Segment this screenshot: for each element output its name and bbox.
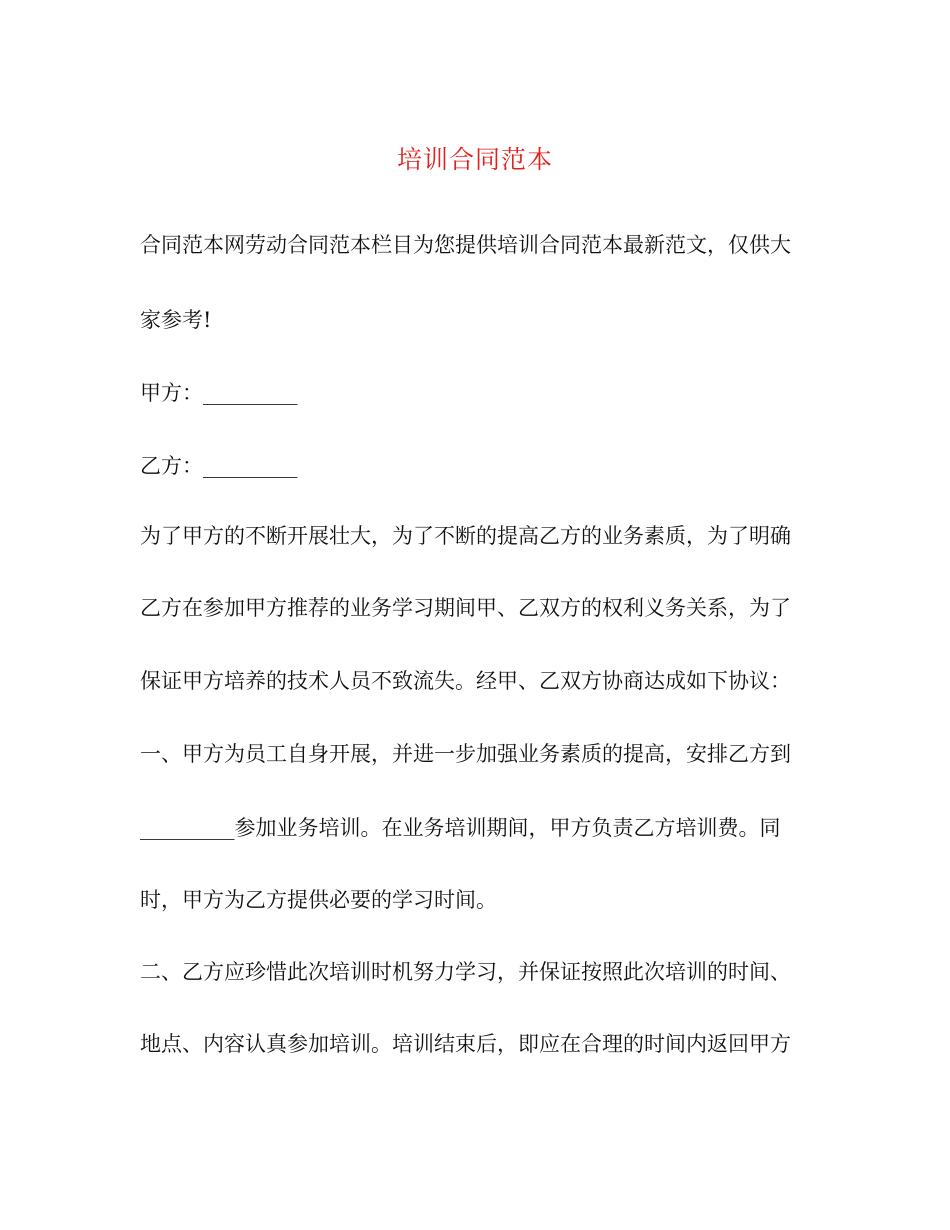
intro-line-1: 合同范本网劳动合同范本栏目为您提供培训合同范本最新范文，仅供大: [140, 233, 791, 257]
clause-2-line-2: 地点、内容认真参加培训。培训结束后，即应在合理的时间内返回甲方: [140, 1032, 791, 1056]
document-title: 培训合同范本: [396, 145, 553, 174]
preamble-line-3: 保证甲方培养的技术人员不致流失。经甲、乙双方协商达成如下协议：: [140, 669, 791, 693]
intro-line-2: 家参考!: [140, 308, 212, 332]
clause-1-line-1: 一、甲方为员工自身开展，并进一步加强业务素质的提高，安排乙方到: [140, 742, 791, 766]
clause-1-line-3: 时，甲方为乙方提供必要的学习时间。: [140, 888, 497, 912]
party-a-line: 甲方：_________: [140, 381, 298, 405]
preamble-line-2: 乙方在参加甲方推荐的业务学习期间甲、乙双方的权利义务关系，为了: [140, 596, 791, 620]
party-b-line: 乙方：_________: [140, 454, 298, 478]
clause-2-line-1: 二、乙方应珍惜此次培训时机努力学习，并保证按照此次培训的时间、: [140, 960, 791, 984]
preamble-line-1: 为了甲方的不断开展壮大，为了不断的提高乙方的业务素质，为了明确: [140, 524, 791, 548]
clause-1-line-2: _________参加业务培训。在业务培训期间，甲方负责乙方培训费。同: [140, 816, 781, 840]
